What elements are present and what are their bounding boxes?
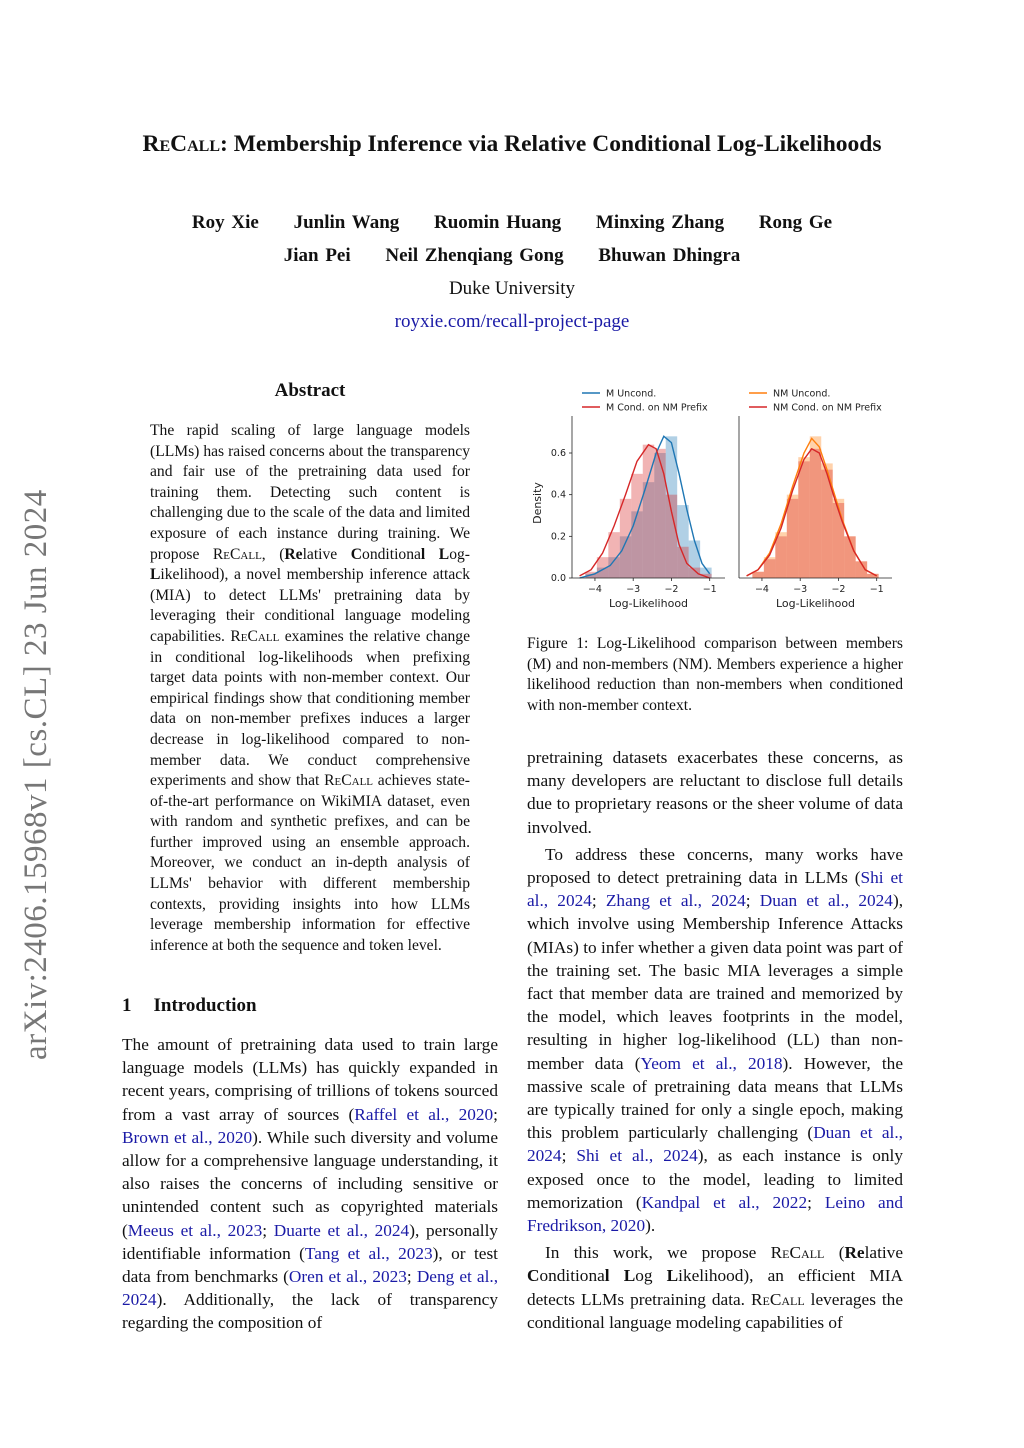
section-heading-introduction: 1 Introduction [122, 995, 257, 1016]
introduction-body: The amount of pretraining data used to train large language models (LLMs) has quickly expanded in recent years, comprising of trillions of tokens sourced from a vast array of sources (Raffel et al., 2020; Brown et al., 2020). While such diversity and volume allow for a comprehensive language understanding, it also raises the concerns of including sensitive or unintended content such as copyrighted materials (Meeus et al., 2023; Duarte et al., 2024), personally identifiable information (Tang et al., 2023), or test data from benchmarks (Oren et al., 2023; Deng et al., 2024). Additionally, the lack of transparency regarding the composition of [122, 1035, 499, 1333]
citation-link[interactable]: Oren et al., 2023 [288, 1267, 407, 1287]
x-tick-label: −2 [831, 584, 846, 595]
author-name: Minxing Zhang [595, 212, 725, 233]
histogram-bar [752, 572, 763, 578]
histogram-bar [810, 449, 821, 578]
right-column-body [527, 746, 903, 1334]
author-row-2 [0, 245, 1024, 267]
author-name: Bhuwan Dhingra [598, 245, 741, 266]
title-method-name: ReCall [142, 131, 221, 157]
project-link[interactable]: royxie.com/recall-project-page [394, 311, 630, 332]
x-axis-label: Log-Likelihood [775, 597, 856, 610]
paper-title [0, 131, 1024, 158]
citation-link[interactable]: Kandpal et al., 2022 [641, 1192, 808, 1212]
x-tick-label: −3 [793, 584, 808, 595]
histogram-bar [764, 559, 775, 578]
figure-1-chart [527, 380, 903, 616]
histogram-bar [654, 449, 665, 578]
histogram-bar [787, 499, 798, 578]
y-axis-label: Density [531, 482, 544, 524]
citation-link[interactable]: Duan et al., 2024 [527, 1123, 903, 1166]
author-name: Neil Zhenqiang Gong [385, 245, 564, 266]
author-name: Jian Pei [283, 245, 351, 266]
abstract-heading: Abstract [274, 380, 346, 401]
x-tick-label: −4 [754, 584, 769, 595]
author-name: Roy Xie [191, 212, 259, 233]
y-tick-label: 0.6 [550, 448, 566, 459]
citation-link[interactable]: Yeom et al., 2018 [640, 1053, 783, 1073]
author-name: Junlin Wang [293, 212, 400, 233]
histogram-bar [689, 568, 700, 578]
citation-link[interactable]: Deng et al., 2024 [122, 1267, 499, 1310]
x-tick-label: −2 [664, 584, 679, 595]
author-name: Rong Ge [758, 212, 833, 233]
histogram-bar [620, 499, 631, 578]
legend-label: M Uncond. [606, 388, 657, 400]
y-tick-label: 0.2 [550, 531, 566, 543]
citation-link[interactable]: Raffel et al., 2020 [354, 1104, 494, 1124]
legend-label: M Cond. on NM Prefix [606, 402, 708, 414]
citation-link[interactable]: Shi et al., 2024 [527, 868, 903, 911]
histogram-bar [666, 495, 677, 578]
abstract-body: The rapid scaling of large language models (LLMs) has raised concerns about the transparency and fair use of the pretraining data used for training them. Detecting such content is challenging due to the scale of the data and limited exposure of each instance during training. We propose ReCall, (Relative Conditional Log-Likelihood), a novel membership inference attack (MIA) to detect LLMs' pretraining data by leveraging their conditional language modeling capabilities. ReCall examines the relative change in conditional log-likelihoods when prefixing target data points with non-member context. Our empirical findings show that conditioning member data on non-member prefixes induces a larger decrease in log-likelihood compared to non-member data. We conduct comprehensive experiments and show that ReCall achieves state-of-the-art performance on WikiMIA dataset, even with random and synthetic prefixes, and can be further improved using an ensemble approach. Moreover, we conduct an in-depth analysis of LLMs' behavior with different membership contexts, providing insights into how LLMs leverage membership information for effective inference at both the sequence and token level. [150, 422, 471, 954]
histogram-bar [798, 461, 809, 578]
legend-label: NM Cond. on NM Prefix [773, 402, 882, 414]
x-tick-label: −3 [626, 584, 641, 595]
citation-link[interactable]: Leino and Fredrikson, 2020 [527, 1192, 903, 1236]
paragraph: pretraining datasets exacerbates these concerns, as many developers are reluctant to disclose full details due to proprietary reasons or the sheer volume of data involved. [527, 748, 903, 837]
x-tick-label: −4 [587, 584, 602, 595]
figure-caption: Figure 1: Log-Likelihood comparison between members (M) and non-members (NM). Members experience a higher likelihood reduction than non-members when conditioned with non-member context. [527, 635, 903, 714]
histogram-bar [775, 536, 786, 578]
x-tick-label: −1 [869, 584, 884, 595]
x-axis-label: Log-Likelihood [608, 597, 689, 610]
histogram-bar [833, 503, 844, 578]
title-rest: : Membership Inference via Relative Conditional Log-Likelihoods [220, 131, 882, 157]
citation-link[interactable]: Duan et al., 2024 [759, 891, 893, 911]
author-name: Ruomin Huang [434, 212, 562, 233]
citation-link[interactable]: Meeus et al., 2023 [127, 1220, 263, 1240]
y-tick-label: 0.0 [550, 573, 566, 584]
y-tick-label: 0.4 [550, 489, 566, 501]
legend-label: NM Uncond. [773, 388, 831, 400]
x-tick-label: −1 [702, 584, 717, 595]
citation-link[interactable]: Shi et al., 2024 [576, 1146, 698, 1166]
affiliation: Duke University [448, 278, 576, 299]
paragraph: To address these concerns, many works have proposed to detect pretraining data in LLMs (Shi et al., 2024; Zhang et al., 2024; Duan et al., 2024), which involve using Membership Inference Attacks (MIAs) to infer whether a given data point was part of the training set. The basic MIA leverages a simple fact that member data are trained and memorized by the model, which leaves footprints in the model, resulting in higher log-likelihood (LL) than non-member data (Yeom et al., 2018). However, the massive scale of pretraining data means that LLMs are typically trained for only a single epoch, making this problem particularly challenging (Duan et al., 2024; Shi et al., 2024), as each instance is only exposed once to the model, leading to limited memorization (Kandpal et al., 2022; Leino and Fredrikson, 2020). [527, 844, 904, 1236]
author-row-1 [0, 212, 1024, 234]
citation-link[interactable]: Tang et al., 2023 [304, 1243, 433, 1263]
citation-link[interactable]: Zhang et al., 2024 [605, 891, 746, 911]
paragraph: In this work, we propose ReCall (Relative Conditional Log Likelihood), an efficient MIA detects LLMs pretraining data. ReCall leverages the conditional language modeling capabilities of [527, 1243, 903, 1332]
citation-link[interactable]: Duarte et al., 2024 [273, 1220, 410, 1240]
citation-link[interactable]: Brown et al., 2020 [122, 1127, 253, 1147]
arxiv-identifier: arXiv:2406.15968v1 [cs.CL] 23 Jun 2024 [18, 489, 54, 1060]
